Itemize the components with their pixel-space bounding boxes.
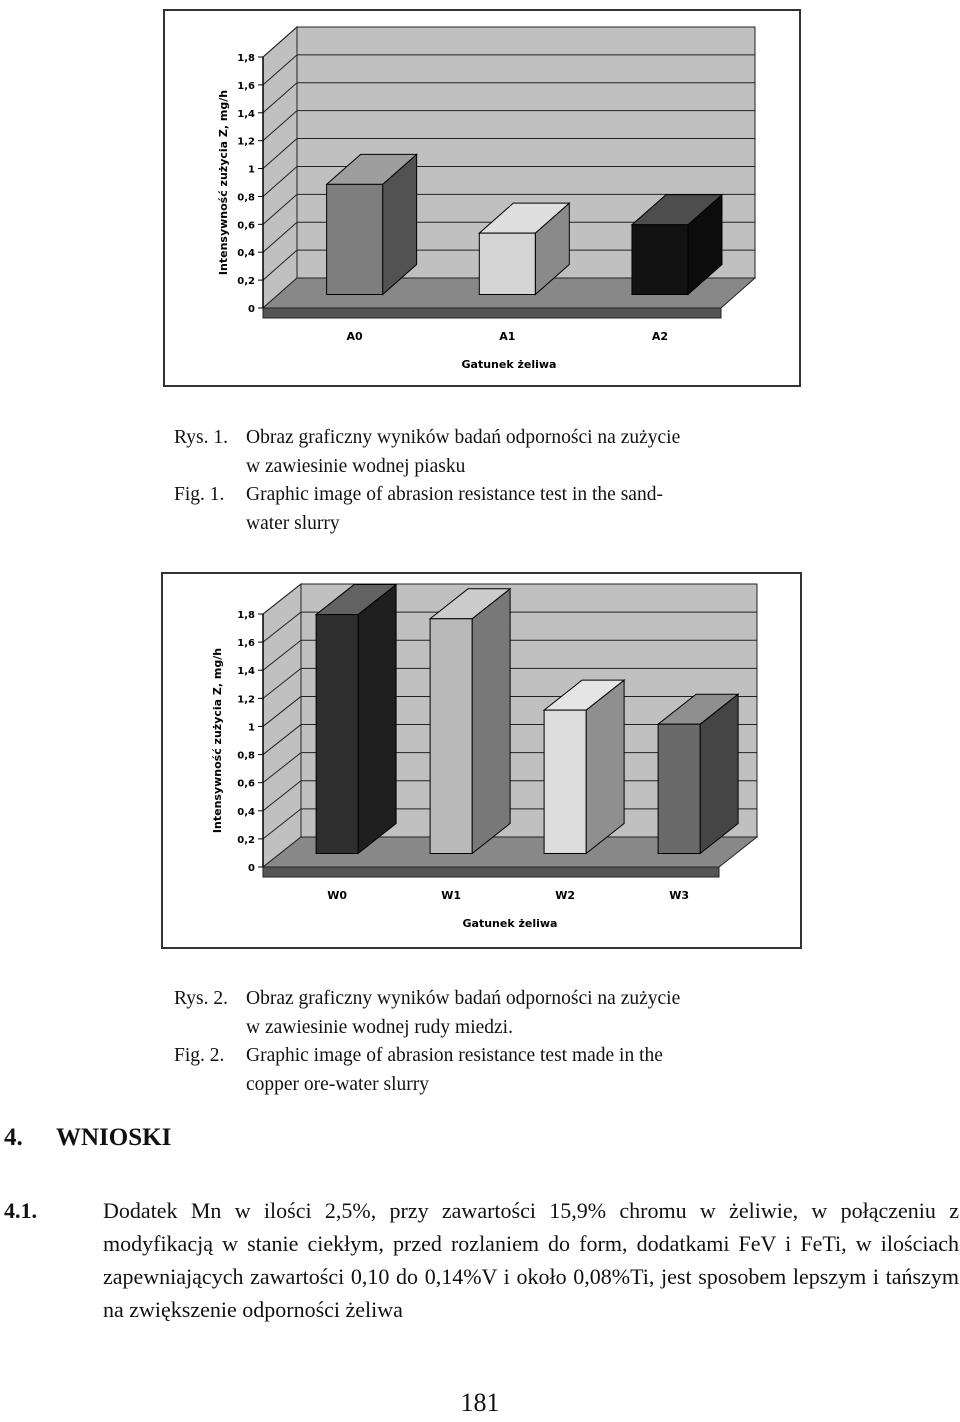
figure-1-caption	[174, 424, 814, 540]
y-tick-label: 0,8	[237, 192, 255, 204]
y-tick-label: 0,2	[237, 276, 255, 288]
figure-1-chart	[163, 9, 801, 387]
caption-2-en-line2: copper ore-water slurry	[246, 1073, 429, 1095]
caption-2-en-line1	[174, 1042, 663, 1071]
x-axis-title: Gatunek żeliwa	[462, 917, 558, 930]
bar-front	[658, 724, 700, 853]
bar-a0	[327, 154, 417, 294]
section-title: WNIOSKI	[56, 1124, 172, 1151]
bar-w3	[658, 694, 738, 853]
y-tick-label: 1,8	[237, 53, 255, 64]
floor-edge	[263, 867, 719, 877]
y-tick-label: 0	[248, 863, 255, 874]
y-tick-label: 1,2	[237, 136, 255, 148]
figure-2-svg	[163, 574, 800, 947]
conclusion-number: 4.1.	[4, 1198, 37, 1223]
caption-1-pl-prefix: Rys. 1.	[174, 427, 228, 448]
caption-2-pl-line2: w zawiesinie wodnej rudy miedzi.	[246, 1016, 513, 1038]
y-tick-label: 1,6	[237, 80, 255, 92]
caption-1-en-prefix: Fig. 1.	[174, 484, 225, 505]
y-tick-label: 0,6	[237, 778, 255, 790]
y-axis-title: Intensywność zużycia Z, mg/h	[211, 647, 224, 834]
bar-w2	[544, 680, 624, 853]
x-tick-label: W2	[555, 889, 575, 902]
y-tick-label: 0,2	[237, 834, 255, 846]
y-tick-label: 0,4	[237, 248, 255, 260]
y-tick-label: 1,4	[237, 666, 255, 678]
section-heading	[4, 1124, 171, 1152]
caption-2-en-text: Graphic image of abrasion resistance test made in the	[246, 1045, 663, 1066]
caption-1-pl-line2: w zawiesinie wodnej piasku	[246, 455, 466, 477]
bar-w0	[316, 585, 396, 854]
caption-1-en-line1	[174, 481, 663, 510]
bar-w1	[430, 589, 510, 854]
section-number: 4.	[4, 1124, 23, 1151]
x-tick-label: W1	[441, 889, 461, 902]
y-tick-label: 0,8	[237, 750, 255, 762]
bar-side	[472, 589, 510, 854]
y-tick-label: 1	[248, 164, 255, 176]
bar-side	[358, 585, 396, 854]
y-tick-label: 1	[248, 722, 255, 734]
y-tick-label: 1,2	[237, 694, 255, 706]
y-tick-label: 1,6	[237, 638, 255, 650]
x-axis-title: Gatunek żeliwa	[461, 358, 557, 371]
caption-2-en-prefix: Fig. 2.	[174, 1045, 225, 1066]
conclusion-item	[4, 1194, 959, 1326]
y-axis-title: Intensywność zużycia Z, mg/h	[217, 89, 230, 276]
y-tick-label: 0	[248, 304, 255, 315]
floor-edge	[263, 308, 721, 318]
bar-front	[430, 619, 472, 854]
caption-1-en-text: Graphic image of abrasion resistance test in the sand-	[246, 484, 663, 505]
caption-1-pl-line1	[174, 424, 680, 453]
figure-1-svg	[165, 11, 799, 385]
figure-2-chart	[161, 572, 802, 949]
caption-1-pl-text: Obraz graficzny wyników badań odporności na zużycie	[246, 427, 681, 448]
y-tick-label: 1,8	[237, 610, 255, 621]
side-wall	[263, 27, 297, 308]
bar-front	[327, 184, 383, 294]
y-tick-label: 0,6	[237, 220, 255, 232]
x-tick-label: A2	[651, 330, 669, 343]
figure-2-caption	[174, 985, 814, 1101]
page-number: 181	[460, 1388, 500, 1417]
conclusion-text: Dodatek Mn w ilości 2,5%, przy zawartości 15,9% chromu w żeliwie, w połączeniu z modyfikacją w stanie ciekłym, przed rozlaniem do form, dodatkami FeV i FeTi, w ilościach zapewniających zawartości 0,10 do 0,14%V i około 0,08%Ti, jest sposobem lepszym i tańszym na zwiększenie odporności żeliwa	[103, 1198, 959, 1322]
bar-front	[479, 233, 535, 294]
bar-front	[632, 225, 688, 295]
side-wall	[263, 584, 301, 867]
y-tick-label: 0,4	[237, 806, 255, 818]
caption-2-pl-text: Obraz graficzny wyników badań odporności na zużycie	[246, 988, 681, 1009]
bar-front	[544, 710, 586, 853]
y-tick-label: 1,4	[237, 108, 255, 120]
x-tick-label: A0	[346, 330, 363, 343]
caption-2-pl-prefix: Rys. 2.	[174, 988, 228, 1009]
caption-1-en-line2: water slurry	[246, 512, 340, 534]
x-tick-label: W3	[669, 889, 689, 902]
caption-2-pl-line1	[174, 985, 680, 1014]
x-tick-label: A1	[499, 330, 516, 343]
bar-front	[316, 615, 358, 854]
x-tick-label: W0	[327, 889, 347, 902]
